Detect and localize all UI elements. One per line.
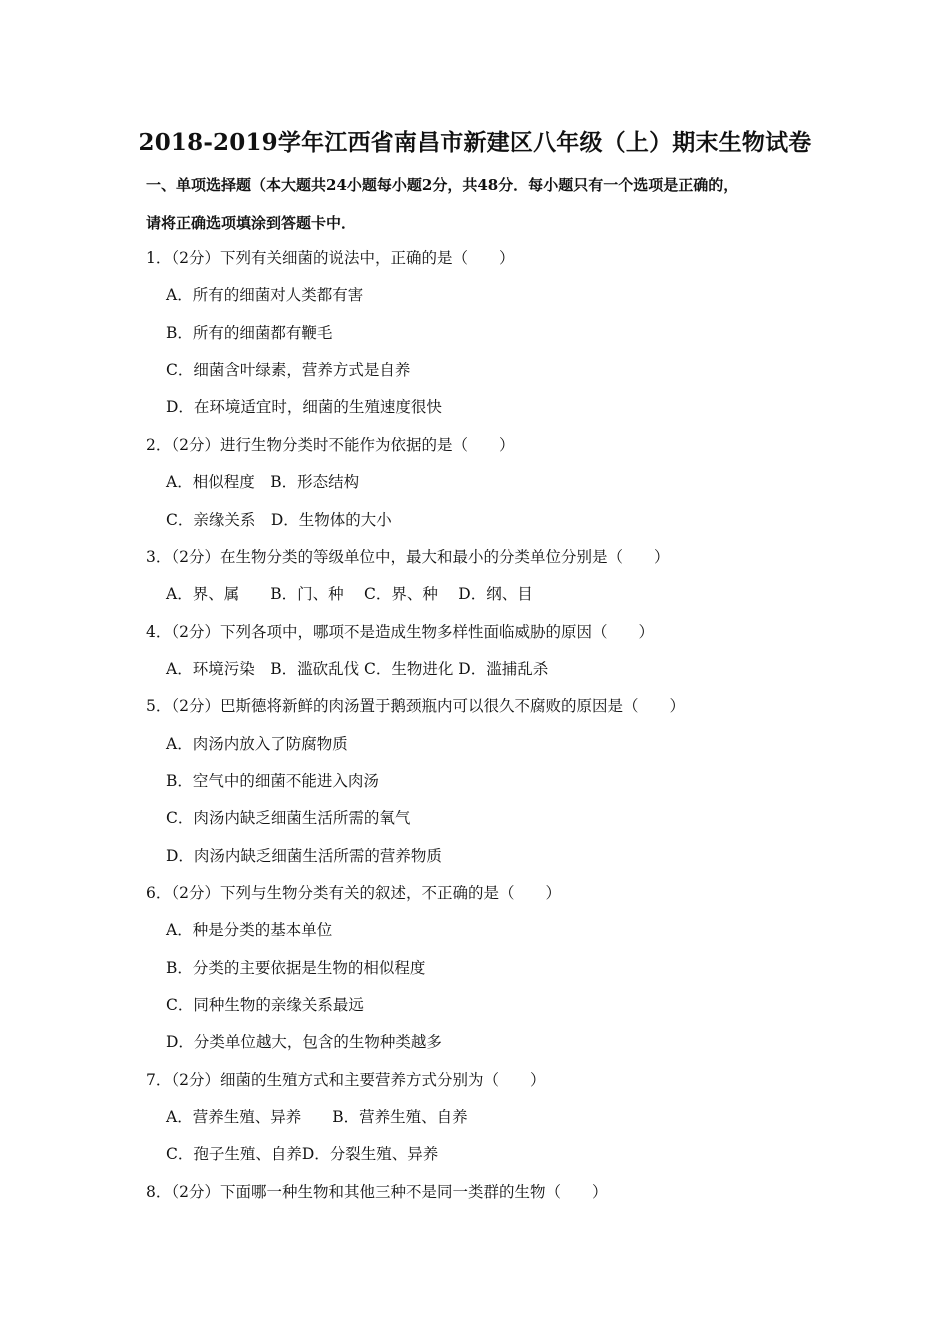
question-6-stem: 6．（2分）下列与生物分类有关的叙述，不正确的是（ ） (146, 884, 561, 902)
question-2-stem: 2．（2分）进行生物分类时不能作为依据的是（ ） (146, 436, 515, 454)
question-6-option-c: C．同种生物的亲缘关系最远 (166, 996, 364, 1014)
question-7-options-ab: A．营养生殖、异养 B．营养生殖、自养 (166, 1108, 468, 1126)
exam-title: 2018-2019学年江西省南昌市新建区八年级（上）期末生物试卷 (138, 129, 812, 156)
question-2-options-ab: A．相似程度 B．形态结构 (166, 473, 360, 491)
question-1-option-a: A．所有的细菌对人类都有害 (166, 286, 364, 304)
question-6-option-a: A．种是分类的基本单位 (166, 921, 333, 939)
question-3-stem: 3．（2分）在生物分类的等级单位中，最大和最小的分类单位分别是（ ） (146, 548, 670, 566)
question-6-option-d: D．分类单位越大，包含的生物种类越多 (166, 1033, 442, 1051)
question-5-option-b: B．空气中的细菌不能进入肉汤 (166, 772, 379, 790)
question-5-stem: 5．（2分）巴斯德将新鲜的肉汤置于鹅颈瓶内可以很久不腐败的原因是（ ） (146, 697, 685, 715)
question-4-stem: 4．（2分）下列各项中，哪项不是造成生物多样性面临威胁的原因（ ） (146, 623, 654, 641)
question-7-stem: 7．（2分）细菌的生殖方式和主要营养方式分别为（ ） (146, 1071, 546, 1089)
question-8-stem: 8．（2分）下面哪一种生物和其他三种不是同一类群的生物（ ） (146, 1183, 608, 1201)
section-heading-line2: 请将正确选项填涂到答题卡中． (146, 214, 357, 232)
question-1-option-b: B．所有的细菌都有鞭毛 (166, 324, 333, 342)
question-5-option-c: C．肉汤内缺乏细菌生活所需的氧气 (166, 809, 411, 827)
question-5-option-d: D．肉汤内缺乏细菌生活所需的营养物质 (166, 847, 442, 865)
question-1-option-d: D．在环境适宜时，细菌的生殖速度很快 (166, 398, 442, 416)
section-heading-line1: 一、单项选择题（本大题共24小题每小题2分，共48分．每小题只有一个选项是正确的， (146, 176, 739, 194)
question-2-options-cd: C．亲缘关系 D．生物体的大小 (166, 511, 392, 529)
question-7-options-cd: C．孢子生殖、自养D．分裂生殖、异养 (166, 1145, 439, 1163)
question-6-option-b: B．分类的主要依据是生物的相似程度 (166, 959, 426, 977)
question-5-option-a: A．肉汤内放入了防腐物质 (166, 735, 348, 753)
question-4-options: A．环境污染 B．滥砍乱伐 C．生物进化 D．滥捕乱杀 (166, 660, 549, 678)
question-1-option-c: C．细菌含叶绿素，营养方式是自养 (166, 361, 411, 379)
question-3-options: A．界、属 B．门、种 C．界、种 D．纲、目 (166, 585, 533, 603)
question-1-stem: 1．（2分）下列有关细菌的说法中，正确的是（ ） (146, 249, 515, 267)
